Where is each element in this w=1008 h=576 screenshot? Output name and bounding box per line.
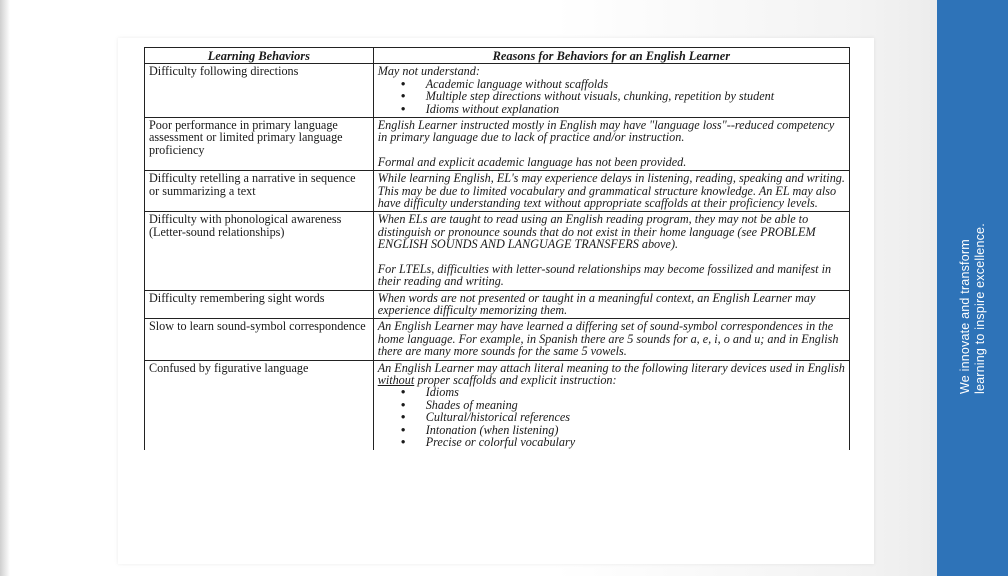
learning-behaviors-table [144, 47, 850, 450]
reason-text: An English Learner may have learned a differing set of sound-symbol correspondences in the home language. For example, in Spanish there are 5 sounds for a, e, i, o and u; and in English there are many more sounds for the same 5 vowels. [377, 319, 839, 359]
reason-cell [373, 171, 849, 212]
header-learning-behaviors: Learning Behaviors [145, 48, 374, 64]
table-row [145, 212, 850, 290]
bullet-item: ● Academic language without scaffolds [426, 78, 845, 90]
behavior-cell: Slow to learn sound-symbol correspondence [145, 319, 374, 360]
table-row [145, 319, 850, 360]
behavior-cell: Confused by figurative language [145, 360, 374, 450]
table-row [145, 360, 850, 450]
tagline-line-1: We innovate and transform [957, 239, 972, 394]
table-row [145, 118, 850, 171]
bullet-item: ● Cultural/historical references [426, 411, 845, 423]
table-row [145, 290, 850, 319]
reason-cell [373, 319, 849, 360]
slide-edge-shadow [0, 0, 10, 576]
table-header-row [145, 48, 850, 64]
behavior-cell: Poor performance in primary language assessment or limited primary language proficiency [145, 118, 374, 171]
reason-intro-part: An English Learner may attach literal meaning to the following literary devices used in English [377, 360, 845, 375]
bullet-item: ● Idioms without explanation [426, 103, 845, 115]
reason-cell [373, 64, 849, 118]
behavior-cell: Difficulty retelling a narrative in sequence or summarizing a text [145, 171, 374, 212]
bullet-item: ● Multiple step directions without visuals, chunking, repetition by student [426, 90, 845, 102]
tagline-line-2: learning to inspire excellence. [972, 223, 987, 394]
reason-intro-part: proper scaffolds and explicit instruction: [414, 372, 617, 387]
reason-intro: May not understand: [377, 64, 480, 79]
table-row [145, 64, 850, 118]
reason-text: English Learner instructed mostly in English may have "language loss"--reduced competency in primary language due to lack of practice and/or instruction. [377, 118, 835, 145]
reason-text: Formal and explicit academic language has not been provided. [377, 154, 687, 169]
header-reasons: Reasons for Behaviors for an English Learner [373, 48, 849, 64]
behavior-cell: Difficulty with phonological awareness (Letter-sound relationships) [145, 212, 374, 290]
reason-bullet-list [378, 386, 845, 448]
reason-text: For LTELs, difficulties with letter-sound relationships may become fossilized and manifest in their reading and writing. [377, 261, 832, 289]
reason-bullet-list [378, 78, 845, 115]
document-image [118, 38, 874, 564]
bullet-item: ● Precise or colorful vocabulary [426, 436, 845, 448]
reason-text: When words are not presented or taught in a meaningful context, an English Learner may experience difficulty memorizing them. [377, 290, 816, 317]
bullet-item: ● Shades of meaning [426, 399, 845, 411]
table-row [145, 171, 850, 212]
reason-cell [373, 118, 849, 171]
reason-intro [378, 362, 845, 387]
reason-cell [373, 360, 849, 450]
reason-cell [373, 212, 849, 290]
tagline [937, 0, 1008, 576]
bullet-item: ● Idioms [426, 386, 845, 398]
reason-intro-underlined: without [377, 372, 415, 387]
behavior-cell: Difficulty following directions [145, 64, 374, 118]
reason-cell [373, 290, 849, 319]
bullet-item: ● Intonation (when listening) [426, 424, 845, 436]
reason-text: While learning English, EL's may experience delays in listening, reading, speaking and writing. This may be due to limited vocabulary and grammatical structure knowledge. An EL may also have difficulty understanding text without appropriate scaffolds at their proficiency levels. [377, 171, 845, 211]
behavior-cell: Difficulty remembering sight words [145, 290, 374, 319]
reason-text: When ELs are taught to read using an English reading program, they may not be able to distinguish or pronounce sounds that do not exist in their home language (see PROBLEM ENGLISH SOUNDS AND LANGUAGE TRANSFERS above). [377, 212, 816, 252]
